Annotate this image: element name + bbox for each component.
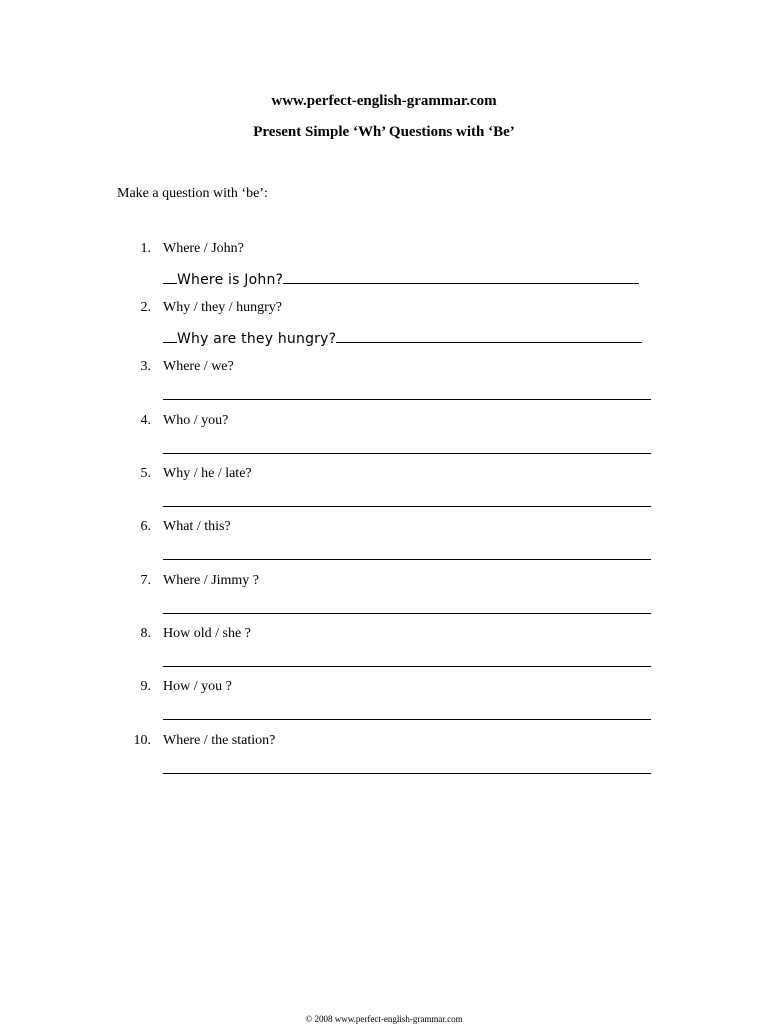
question-number: 9. (140, 679, 151, 694)
question-item (0, 573, 768, 613)
question-number: 8. (140, 626, 151, 641)
question-item (0, 241, 768, 288)
question-number: 10. (133, 733, 151, 748)
question-prompt: How / you ? (163, 679, 232, 694)
answer-line[interactable] (163, 328, 642, 347)
site-url: www.perfect-english-grammar.com (271, 93, 497, 109)
copyright-footer: © 2008 www.perfect-english-grammar.com (305, 1014, 463, 1024)
question-item (0, 300, 768, 347)
answer-line[interactable] (163, 506, 651, 507)
answer-underline-tail (283, 269, 639, 284)
answer-text: Why are they hungry? (177, 331, 337, 347)
question-prompt: Who / you? (163, 413, 229, 428)
answer-line[interactable] (163, 399, 651, 400)
question-number: 6. (140, 519, 151, 534)
worksheet-title: Present Simple ‘Wh’ Questions with ‘Be’ (253, 124, 515, 140)
question-item (0, 466, 768, 506)
answer-line[interactable] (163, 559, 651, 560)
answer-underline-tail (336, 328, 642, 343)
answer-underline-lead (163, 269, 177, 284)
question-number: 7. (140, 573, 151, 588)
question-number: 1. (140, 241, 151, 256)
question-item (0, 519, 768, 559)
question-prompt: Where / the station? (163, 733, 276, 748)
question-prompt: Where / we? (163, 359, 234, 374)
question-number: 5. (140, 466, 151, 481)
answer-line[interactable] (163, 269, 639, 288)
question-item (0, 413, 768, 453)
answer-text: Where is John? (177, 272, 284, 288)
question-item (0, 733, 768, 773)
instruction-text: Make a question with ‘be’: (117, 186, 268, 201)
question-item (0, 679, 768, 719)
question-prompt: Why / he / late? (163, 466, 252, 481)
question-prompt: Where / John? (163, 241, 244, 256)
question-number: 4. (140, 413, 151, 428)
question-prompt: Why / they / hungry? (163, 300, 282, 315)
answer-line[interactable] (163, 613, 651, 614)
question-prompt: What / this? (163, 519, 231, 534)
answer-line[interactable] (163, 453, 651, 454)
question-number: 2. (140, 300, 151, 315)
question-number: 3. (140, 359, 151, 374)
answer-line[interactable] (163, 773, 651, 774)
question-prompt: Where / Jimmy ? (163, 573, 260, 588)
question-item (0, 359, 768, 399)
answer-line[interactable] (163, 719, 651, 720)
answer-underline-lead (163, 328, 177, 343)
question-item (0, 626, 768, 666)
question-prompt: How old / she ? (163, 626, 251, 641)
answer-line[interactable] (163, 666, 651, 667)
